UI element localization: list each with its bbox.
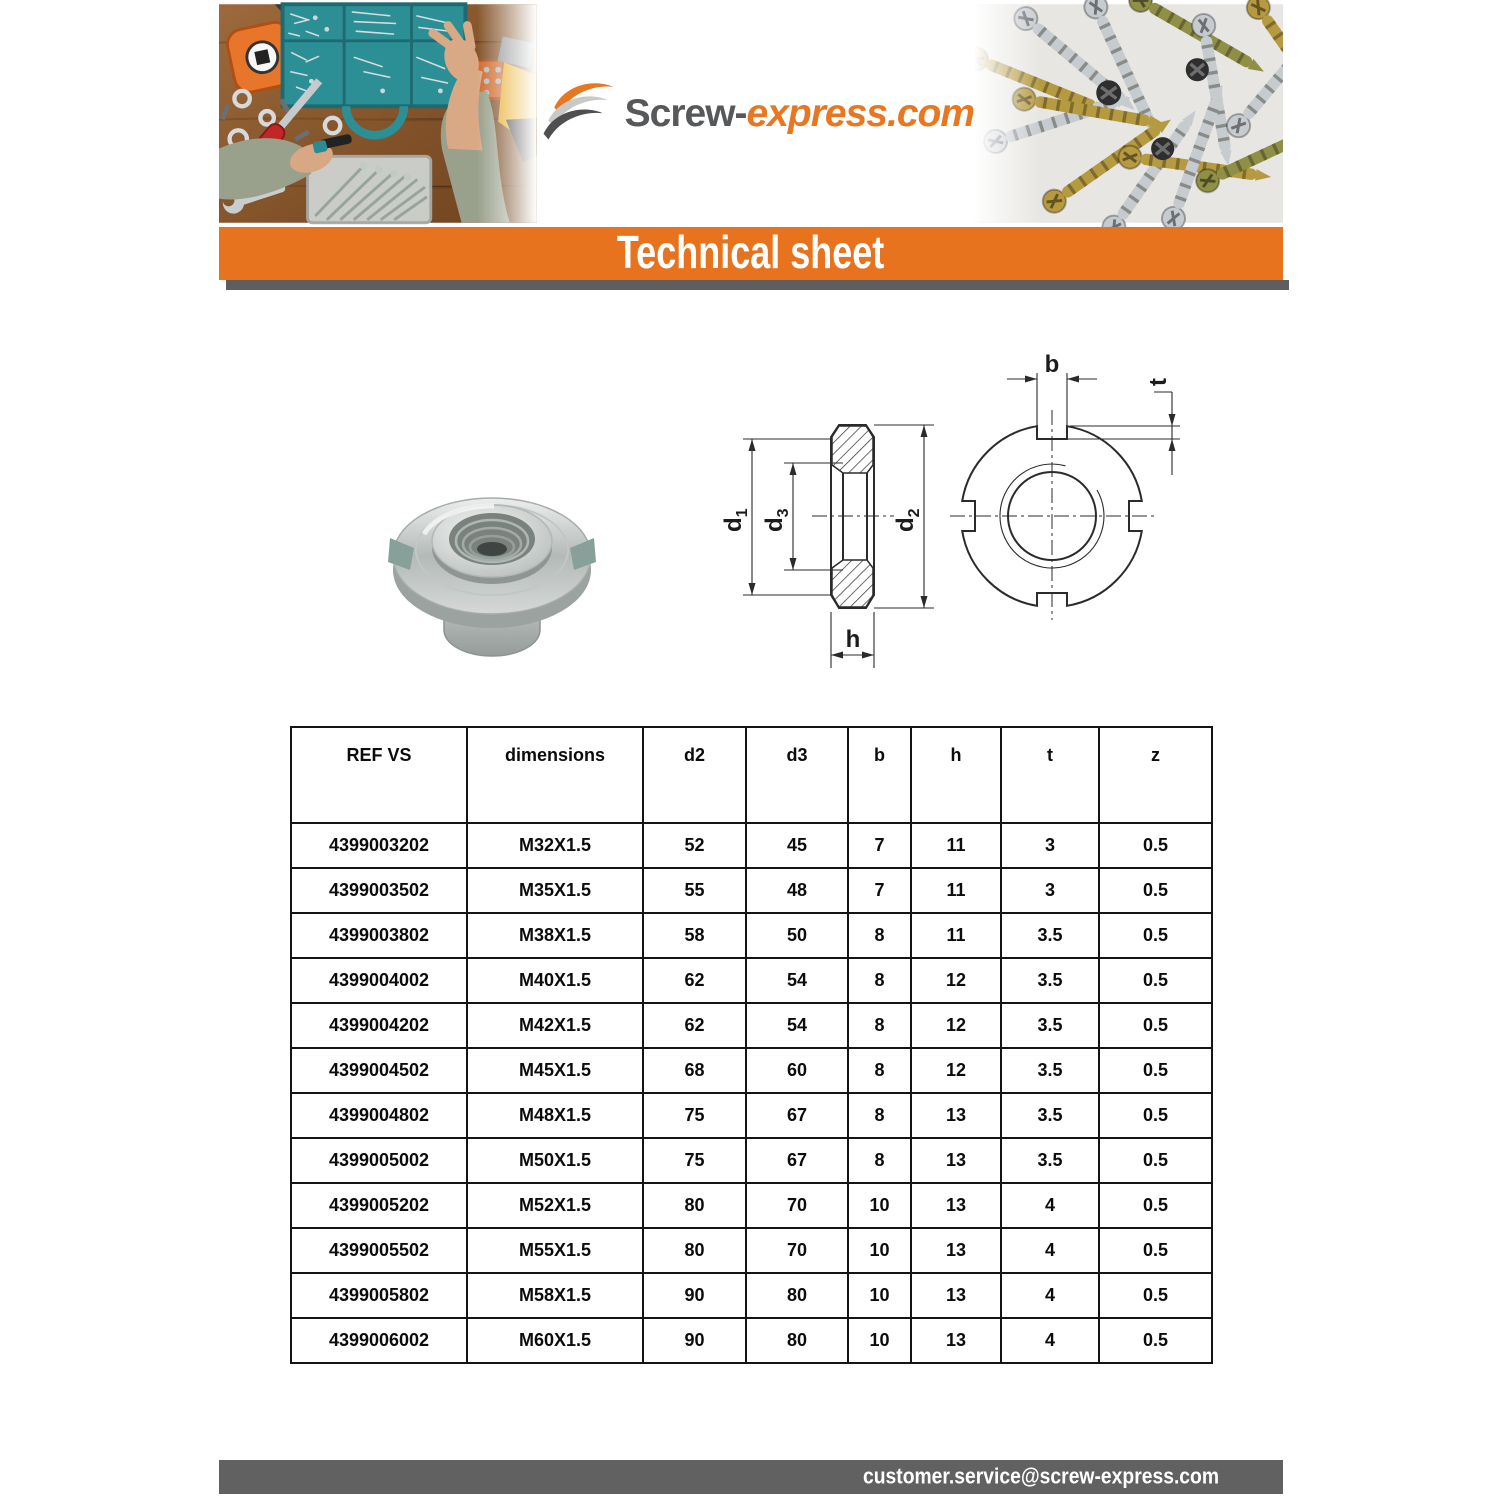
table-cell: 0.5	[1099, 1273, 1212, 1318]
table-row	[291, 958, 1212, 1003]
table-cell: M42X1.5	[467, 1003, 643, 1048]
table-cell: 13	[911, 1318, 1001, 1363]
table-cell: 80	[643, 1183, 746, 1228]
table-cell: 0.5	[1099, 868, 1212, 913]
table-cell: 3.5	[1001, 1048, 1099, 1093]
table-cell: 70	[746, 1183, 848, 1228]
table-cell: 90	[643, 1273, 746, 1318]
table-cell: M45X1.5	[467, 1048, 643, 1093]
table-cell: 4	[1001, 1183, 1099, 1228]
section-view	[720, 425, 934, 668]
table-cell: 0.5	[1099, 1138, 1212, 1183]
table-cell: 52	[643, 823, 746, 868]
table-cell: M50X1.5	[467, 1138, 643, 1183]
column-header: z	[1099, 727, 1212, 823]
table-cell: 0.5	[1099, 1183, 1212, 1228]
screws-photo	[974, 0, 1283, 227]
table-cell: M32X1.5	[467, 823, 643, 868]
table-cell: 0.5	[1099, 1093, 1212, 1138]
table-cell: 0.5	[1099, 1048, 1212, 1093]
brand-name-primary: Screw-	[624, 91, 747, 135]
table-row	[291, 1138, 1212, 1183]
column-header: d2	[643, 727, 746, 823]
front-view	[950, 351, 1180, 620]
table-cell: M55X1.5	[467, 1228, 643, 1273]
table-cell: 7	[848, 823, 911, 868]
column-header: dimensions	[467, 727, 643, 823]
table-header-row	[291, 727, 1212, 823]
table-cell: 8	[848, 1093, 911, 1138]
table-row	[291, 1183, 1212, 1228]
table-cell: 4399004802	[291, 1093, 467, 1138]
dim-label-d3: $d_3$	[761, 508, 792, 532]
footer-bar	[219, 1460, 1283, 1494]
table-cell: 67	[746, 1093, 848, 1138]
table-cell: 12	[911, 1003, 1001, 1048]
table-cell: 13	[911, 1093, 1001, 1138]
table-cell: 54	[746, 1003, 848, 1048]
brand-logo	[537, 77, 974, 151]
table-cell: 12	[911, 958, 1001, 1003]
table-cell: 3.5	[1001, 1093, 1099, 1138]
table-cell: 10	[848, 1318, 911, 1363]
table-cell: 55	[643, 868, 746, 913]
table-cell: 62	[643, 958, 746, 1003]
table-cell: 48	[746, 868, 848, 913]
workbench-photo	[219, 0, 537, 227]
table-row	[291, 1003, 1212, 1048]
table-cell: 4	[1001, 1228, 1099, 1273]
logo-swoosh-icon	[537, 77, 615, 151]
table-cell: 13	[911, 1228, 1001, 1273]
table-cell: 7	[848, 868, 911, 913]
table-cell: 10	[848, 1228, 911, 1273]
table-cell: 0.5	[1099, 913, 1212, 958]
table-row	[291, 1048, 1212, 1093]
table-cell: 10	[848, 1273, 911, 1318]
hero-header	[219, 0, 1283, 227]
table-cell: 90	[643, 1318, 746, 1363]
dim-label-d1: $d_1$	[720, 508, 751, 532]
column-header: d3	[746, 727, 848, 823]
banner-shadow	[226, 280, 1289, 290]
table-cell: 3.5	[1001, 958, 1099, 1003]
section-banner	[219, 227, 1283, 280]
table-cell: 54	[746, 958, 848, 1003]
table-cell: 0.5	[1099, 958, 1212, 1003]
table-cell: 10	[848, 1183, 911, 1228]
contact-email: customer.service@screw-express.com	[862, 1464, 1219, 1489]
table-cell: 0.5	[1099, 1003, 1212, 1048]
table-body	[291, 823, 1212, 1363]
dim-label-b: b	[1044, 351, 1060, 378]
table-cell: 3.5	[1001, 1138, 1099, 1183]
table-row	[291, 1093, 1212, 1138]
table-cell: 75	[643, 1138, 746, 1183]
table-cell: 75	[643, 1093, 746, 1138]
table-cell: 3	[1001, 868, 1099, 913]
table-cell: 3.5	[1001, 913, 1099, 958]
table-cell: 58	[643, 913, 746, 958]
table-cell: 62	[643, 1003, 746, 1048]
page-title: Technical sheet	[617, 227, 885, 279]
brand-name-secondary: express.com	[746, 91, 975, 135]
table-cell: 3	[1001, 823, 1099, 868]
table-row	[291, 823, 1212, 868]
dim-label-d2: $d_2$	[892, 508, 923, 532]
table-row	[291, 1228, 1212, 1273]
table-cell: 13	[911, 1138, 1001, 1183]
column-header: REF VS	[291, 727, 467, 823]
table-cell: 8	[848, 1048, 911, 1093]
table-cell: 45	[746, 823, 848, 868]
table-cell: M38X1.5	[467, 913, 643, 958]
table-row	[291, 913, 1212, 958]
table-cell: 11	[911, 913, 1001, 958]
table-cell: M40X1.5	[467, 958, 643, 1003]
table-cell: 4399005502	[291, 1228, 467, 1273]
table-cell: 68	[643, 1048, 746, 1093]
table-cell: 60	[746, 1048, 848, 1093]
table-cell: M58X1.5	[467, 1273, 643, 1318]
table-cell: 50	[746, 913, 848, 958]
table-row	[291, 1273, 1212, 1318]
column-header: t	[1001, 727, 1099, 823]
table-cell: 0.5	[1099, 823, 1212, 868]
table-cell: 11	[911, 823, 1001, 868]
technical-drawing	[360, 350, 1250, 700]
table-cell: 11	[911, 868, 1001, 913]
table-cell: 4	[1001, 1273, 1099, 1318]
table-cell: 4399003802	[291, 913, 467, 958]
table-cell: M35X1.5	[467, 868, 643, 913]
table-cell: 4399004202	[291, 1003, 467, 1048]
table-cell: 80	[746, 1273, 848, 1318]
table-cell: 8	[848, 958, 911, 1003]
table-cell: 8	[848, 913, 911, 958]
table-cell: 4399004502	[291, 1048, 467, 1093]
screw-tray	[308, 156, 431, 222]
table-cell: 4399004002	[291, 958, 467, 1003]
table-cell: 4399005002	[291, 1138, 467, 1183]
table-cell: 67	[746, 1138, 848, 1183]
table-cell: 13	[911, 1183, 1001, 1228]
table-cell: 4399005202	[291, 1183, 467, 1228]
brand-name	[625, 92, 974, 136]
table-cell: 4	[1001, 1318, 1099, 1363]
table-cell: 12	[911, 1048, 1001, 1093]
table-cell: 8	[848, 1138, 911, 1183]
table-cell: 4399003502	[291, 868, 467, 913]
table-cell: 70	[746, 1228, 848, 1273]
table-cell: 0.5	[1099, 1318, 1212, 1363]
table-cell: 80	[643, 1228, 746, 1273]
table-cell: 0.5	[1099, 1228, 1212, 1273]
table-cell: M48X1.5	[467, 1093, 643, 1138]
column-header: h	[911, 727, 1001, 823]
product-photo	[388, 498, 596, 656]
table-cell: 8	[848, 1003, 911, 1048]
table-cell: 80	[746, 1318, 848, 1363]
dim-label-t: t	[1145, 378, 1172, 386]
table-row	[291, 1318, 1212, 1363]
dim-label-h: h	[845, 626, 861, 653]
table-row	[291, 868, 1212, 913]
table-cell: 13	[911, 1273, 1001, 1318]
column-header: b	[848, 727, 911, 823]
table-cell: M60X1.5	[467, 1318, 643, 1363]
table-cell: M52X1.5	[467, 1183, 643, 1228]
spec-table	[290, 726, 1213, 1364]
table-cell: 4399005802	[291, 1273, 467, 1318]
table-cell: 4399006002	[291, 1318, 467, 1363]
logo-area	[537, 0, 974, 227]
table-cell: 3.5	[1001, 1003, 1099, 1048]
table-cell: 4399003202	[291, 823, 467, 868]
